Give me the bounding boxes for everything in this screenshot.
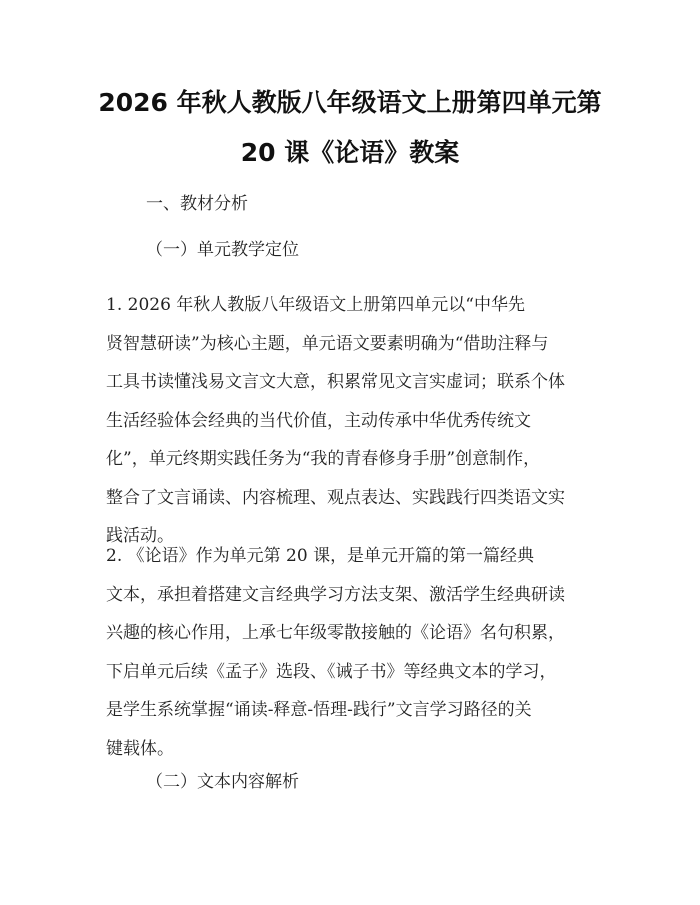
- paragraph-line: 1. 2026 年秋人教版八年级语文上册第四单元以“中华先: [106, 295, 525, 315]
- paragraph-line: 2. 《论语》作为单元第 20 课，是单元开篇的第一篇经典: [106, 546, 535, 566]
- paragraph-line: 生活经验体会经典的当代价值，主动传承中华优秀传统文: [106, 410, 531, 431]
- paragraph-line: 整合了文言诵读、内容梳理、观点表达、实践践行四类语文实: [106, 487, 565, 508]
- paragraph-line: 键载体。: [106, 738, 174, 759]
- paragraph-line: 是学生系统掌握“诵读-释意-悟理-践行”文言学习路径的关: [106, 700, 532, 720]
- subsection-heading-unit-positioning: （一）单元教学定位: [146, 240, 299, 260]
- paragraph-line: 化”，单元终期实践任务为“我的青春修身手册”创意制作，: [106, 449, 541, 469]
- paragraph-unit-positioning: [106, 286, 606, 556]
- document-title-line-1: 2026 年秋人教版八年级语文上册第四单元第: [98, 88, 602, 117]
- paragraph-line: 兴趣的核心作用，上承七年级零散接触的《论语》名句积累，: [106, 623, 565, 643]
- paragraph-line: 下启单元后续《孟子》选段、《诫子书》等经典文本的学习，: [106, 661, 557, 682]
- paragraph-line: 践活动。: [106, 526, 174, 546]
- document-title-line-2: 20 课《论语》教案: [240, 138, 460, 167]
- subsection-heading-text-analysis: （二）文本内容解析: [146, 772, 299, 792]
- section-heading-textbook-analysis: 一、教材分析: [146, 194, 248, 214]
- paragraph-line: 文本，承担着搭建文言经典学习方法支架、激活学生经典研读: [106, 584, 565, 605]
- paragraph-line: 工具书读懂浅易文言文大意，积累常见文言实虚词；联系个体: [106, 372, 565, 392]
- paragraph-line: 贤智慧研读”为核心主题，单元语文要素明确为“借助注释与: [106, 333, 549, 354]
- paragraph-lesson-role: [106, 537, 606, 768]
